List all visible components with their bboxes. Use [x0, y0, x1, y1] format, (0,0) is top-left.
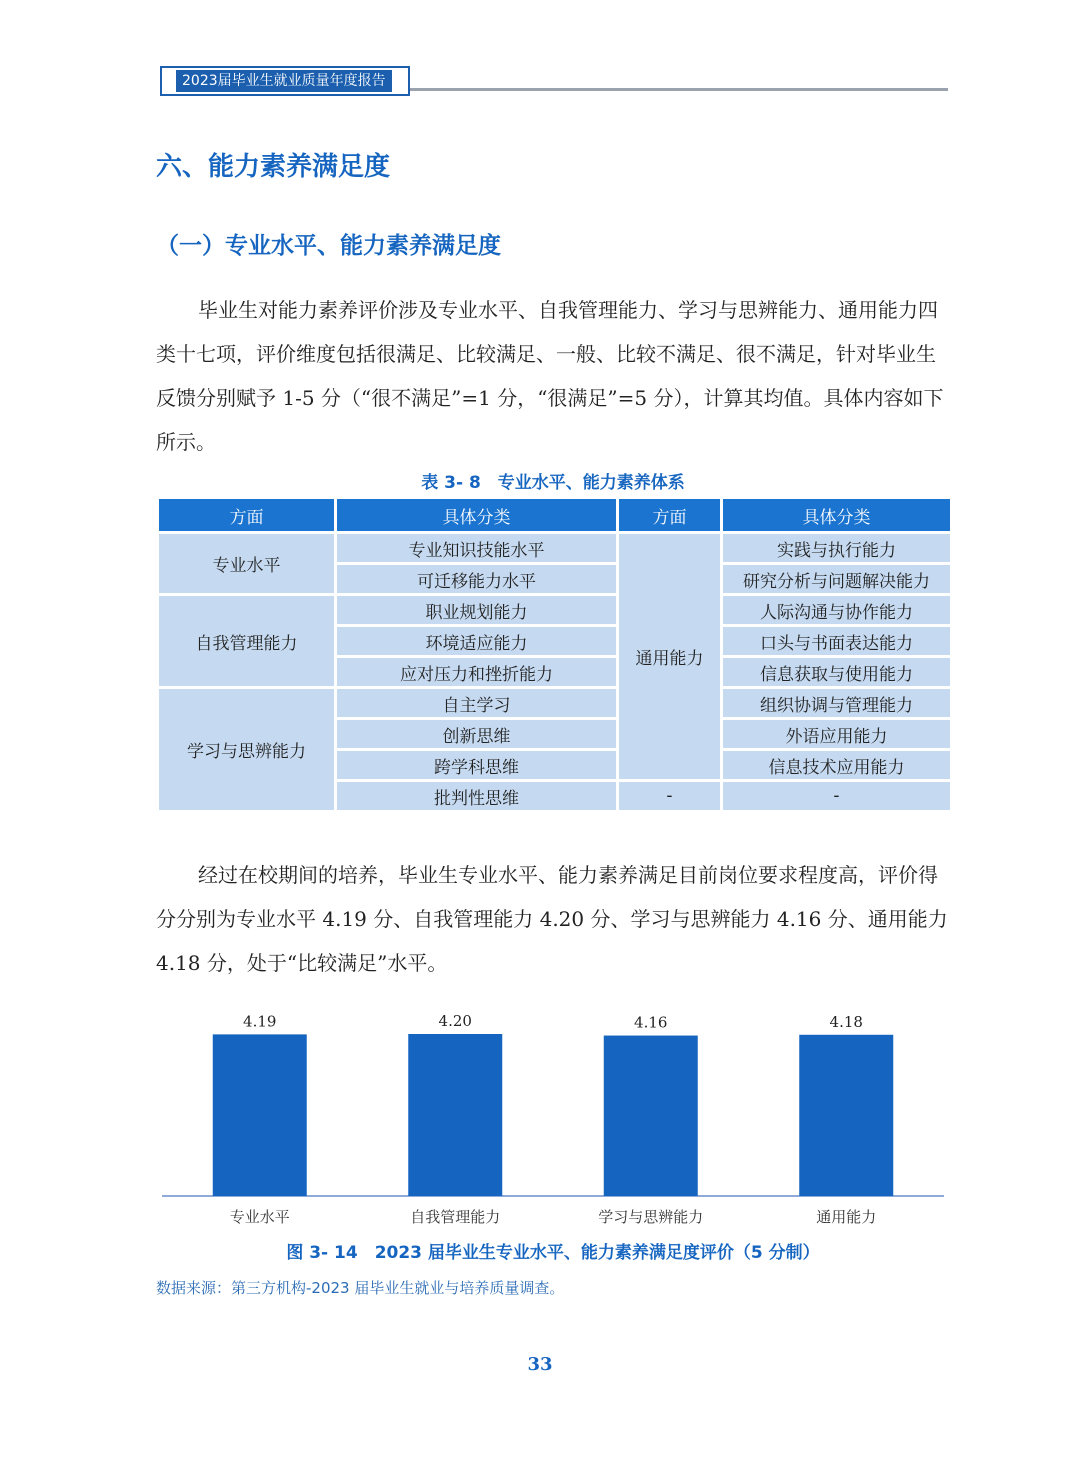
aspect-cell: 学习与思辨能力 [158, 688, 336, 812]
intro-paragraph: 毕业生对能力素养评价涉及专业水平、自我管理能力、学习与思辨能力、通用能力四类十七项，评价维度包括很满足、比较满足、一般、比较不满足、很不满足，针对毕业生反馈分别赋予 1-5 分（“很不满足”=1 分，“很满足”=5 分），计算其均值。具体内容如下所示。 [156, 298, 944, 454]
category-cell: 口头与书面表达能力 [722, 626, 952, 657]
bar [213, 1034, 307, 1196]
bar [799, 1035, 893, 1196]
header-category-left: 具体分类 [336, 498, 618, 533]
category-tick-label: 自我管理能力 [410, 1208, 501, 1226]
data-label: 4.16 [634, 1013, 668, 1032]
report-title: 2023届毕业生就业质量年度报告 [176, 70, 392, 92]
table-row [158, 688, 952, 719]
result-paragraph: 经过在校期间的培养，毕业生专业水平、能力素养满足目前岗位要求程度高，评价得分分别为专业水平 4.19 分、自我管理能力 4.20 分、学习与思辨能力 4.16 分、通用能力 4.18 分，处于“比较满足”水平。 [156, 863, 948, 975]
table-header-row [158, 498, 952, 533]
category-cell: 外语应用能力 [722, 719, 952, 750]
category-cell: 信息技术应用能力 [722, 750, 952, 781]
category-cell: 人际沟通与协作能力 [722, 595, 952, 626]
data-label: 4.18 [829, 1012, 863, 1031]
aspect-cell: 自我管理能力 [158, 595, 336, 688]
header-category-right: 具体分类 [722, 498, 952, 533]
category-cell: 实践与执行能力 [722, 533, 952, 564]
header-rule [410, 88, 948, 91]
placeholder-cell: - [618, 781, 722, 812]
satisfaction-bar-chart [156, 1000, 950, 1232]
category-tick-label: 学习与思辨能力 [598, 1208, 704, 1226]
figure-caption: 图 3- 14 2023 届毕业生专业水平、能力素养满足度评价（5 分制） [286, 1243, 820, 1263]
table-row [158, 533, 952, 564]
category-tick-label: 通用能力 [816, 1208, 877, 1226]
source-note: 数据来源：第三方机构-2023 届毕业生就业与培养质量调查。 [156, 1279, 565, 1297]
page-number: 33 [527, 1354, 553, 1375]
ability-table [156, 496, 953, 813]
table-row [158, 595, 952, 626]
header-aspect-right: 方面 [618, 498, 722, 533]
section-title: 六、能力素养满足度 [156, 152, 391, 182]
category-cell: 专业知识技能水平 [336, 533, 618, 564]
category-cell: 可迁移能力水平 [336, 564, 618, 595]
category-cell: 职业规划能力 [336, 595, 618, 626]
subsection-title: （一）专业水平、能力素养满足度 [156, 233, 501, 259]
category-cell: 创新思维 [336, 719, 618, 750]
category-cell: 跨学科思维 [336, 750, 618, 781]
category-cell: 应对压力和挫折能力 [336, 657, 618, 688]
category-cell: 组织协调与管理能力 [722, 688, 952, 719]
category-cell: 信息获取与使用能力 [722, 657, 952, 688]
category-cell: 自主学习 [336, 688, 618, 719]
category-cell: 环境适应能力 [336, 626, 618, 657]
category-cell: 批判性思维 [336, 781, 618, 812]
bar [408, 1034, 502, 1196]
data-label: 4.19 [243, 1012, 277, 1031]
placeholder-cell: - [722, 781, 952, 812]
data-label: 4.20 [438, 1012, 472, 1030]
header-aspect-left: 方面 [158, 498, 336, 533]
category-cell: 研究分析与问题解决能力 [722, 564, 952, 595]
table-caption: 表 3- 8 专业水平、能力素养体系 [421, 473, 685, 493]
bar [604, 1036, 698, 1196]
aspect-cell: 专业水平 [158, 533, 336, 595]
aspect-cell-general: 通用能力 [618, 533, 722, 781]
category-tick-label: 专业水平 [229, 1208, 290, 1226]
